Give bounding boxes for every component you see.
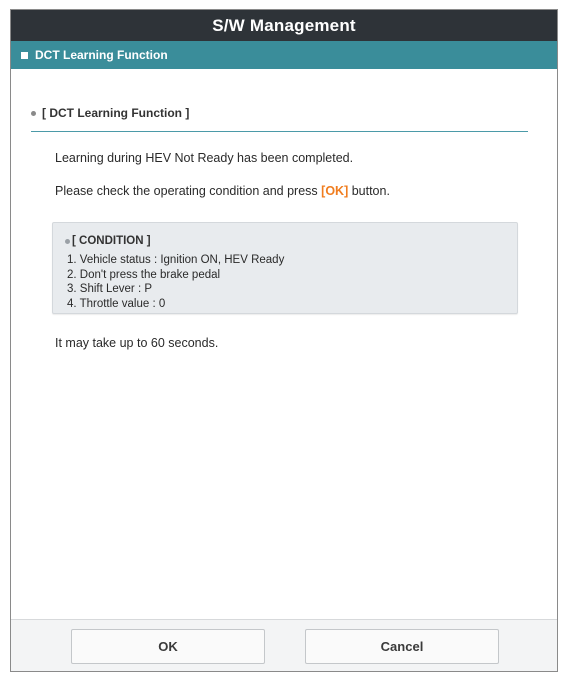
ok-highlight: [OK]: [321, 184, 349, 198]
condition-item: 3. Shift Lever : P: [67, 283, 153, 295]
dialog-content: [11, 95, 557, 350]
cancel-button[interactable]: Cancel: [305, 629, 499, 664]
function-header-label: DCT Learning Function: [35, 48, 168, 62]
condition-heading: [65, 235, 505, 247]
function-header: [11, 41, 557, 69]
condition-title: [ CONDITION ]: [72, 235, 151, 247]
sw-management-dialog: [10, 9, 558, 672]
ok-button[interactable]: OK: [71, 629, 265, 664]
condition-item: 4. Throttle value : 0: [67, 297, 166, 310]
condition-box: [52, 222, 518, 314]
window-title: S/W Management: [11, 10, 557, 41]
instruction-message: [55, 184, 528, 198]
section-heading: [31, 95, 528, 132]
section-title: [ DCT Learning Function ]: [42, 106, 190, 120]
condition-item: 2. Don't press the brake pedal: [67, 268, 221, 281]
dot-bullet-icon: [31, 111, 36, 116]
dot-bullet-icon: [65, 239, 70, 244]
instruction-prefix: Please check the operating condition and press: [55, 184, 322, 198]
duration-note: It may take up to 60 seconds.: [55, 336, 219, 350]
square-bullet-icon: [21, 52, 28, 59]
button-bar: [11, 619, 557, 671]
condition-item: 1. Vehicle status : Ignition ON, HEV Ready: [67, 254, 285, 266]
completion-message: Learning during HEV Not Ready has been completed.: [55, 151, 354, 165]
instruction-suffix: button.: [348, 184, 390, 198]
